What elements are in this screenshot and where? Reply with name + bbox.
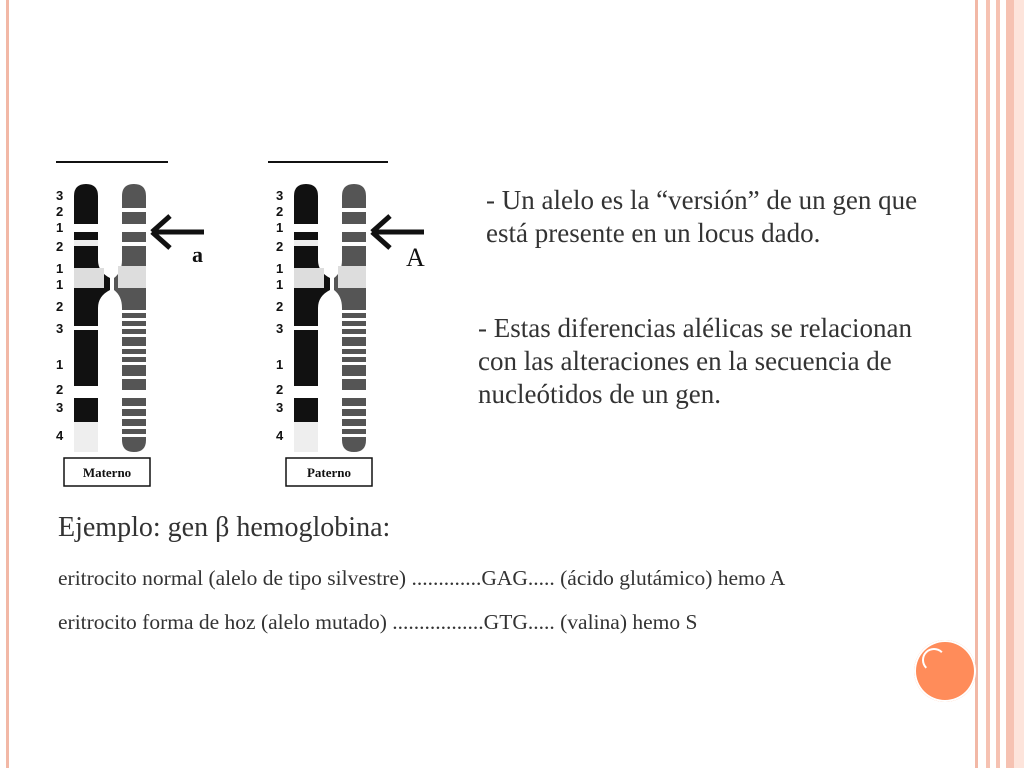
decorative-orange-circle: [914, 640, 976, 702]
band-number: 2: [56, 382, 64, 397]
band-number: 4: [56, 428, 64, 443]
decorative-stripes: [980, 0, 1024, 768]
band-number: 2: [276, 204, 284, 219]
band-number: 1: [56, 277, 64, 292]
band-number: 1: [56, 220, 64, 235]
example-line-normal: eritrocito normal (alelo de tipo silvestre) .............GAG..... (ácido glutámico) hemo A: [58, 566, 786, 590]
left-chromatid: [74, 184, 110, 452]
chromosome-materno: [56, 184, 204, 486]
band-number: 3: [276, 321, 284, 336]
bullet-allele-definition: - Un alelo es la “versión” de un gen que está presente en un locus dado.: [486, 185, 918, 248]
band-number: 3: [276, 188, 284, 203]
bullet-allelic-differences: - Estas diferencias alélicas se relacionan con las alteraciones en la secuencia de nucleótidos de un gen.: [478, 313, 913, 409]
band-number: 1: [276, 277, 284, 292]
band-number: 4: [276, 428, 284, 443]
band-number: 2: [56, 204, 64, 219]
right-chromatid: [334, 184, 366, 452]
band-number: 1: [56, 261, 64, 276]
band-number: 3: [56, 321, 64, 336]
example-line-mutated: eritrocito forma de hoz (alelo mutado) .................GTG..... (valina) hemo S: [58, 610, 698, 634]
band-number: 1: [276, 357, 284, 372]
band-number: 2: [276, 382, 284, 397]
band-number: 2: [56, 299, 64, 314]
band-number: 3: [276, 400, 284, 415]
band-number: 2: [56, 239, 64, 254]
band-number: 3: [56, 400, 64, 415]
example-title: Ejemplo: gen β hemoglobina:: [58, 512, 391, 543]
materno-label: Materno: [82, 465, 132, 480]
band-number: 3: [56, 188, 64, 203]
band-number: 2: [276, 239, 284, 254]
chromosome-paterno: [276, 184, 425, 486]
paterno-label: Paterno: [306, 465, 352, 480]
band-number: 1: [276, 220, 284, 235]
left-chromatid: [294, 184, 330, 452]
chromosome-figure: [40, 150, 460, 495]
band-number: 1: [56, 357, 64, 372]
band-number: 2: [276, 299, 284, 314]
right-chromatid: [114, 184, 146, 452]
allele-label-A: A: [406, 243, 425, 272]
allele-label-a: a: [192, 242, 203, 267]
band-number: 1: [276, 261, 284, 276]
